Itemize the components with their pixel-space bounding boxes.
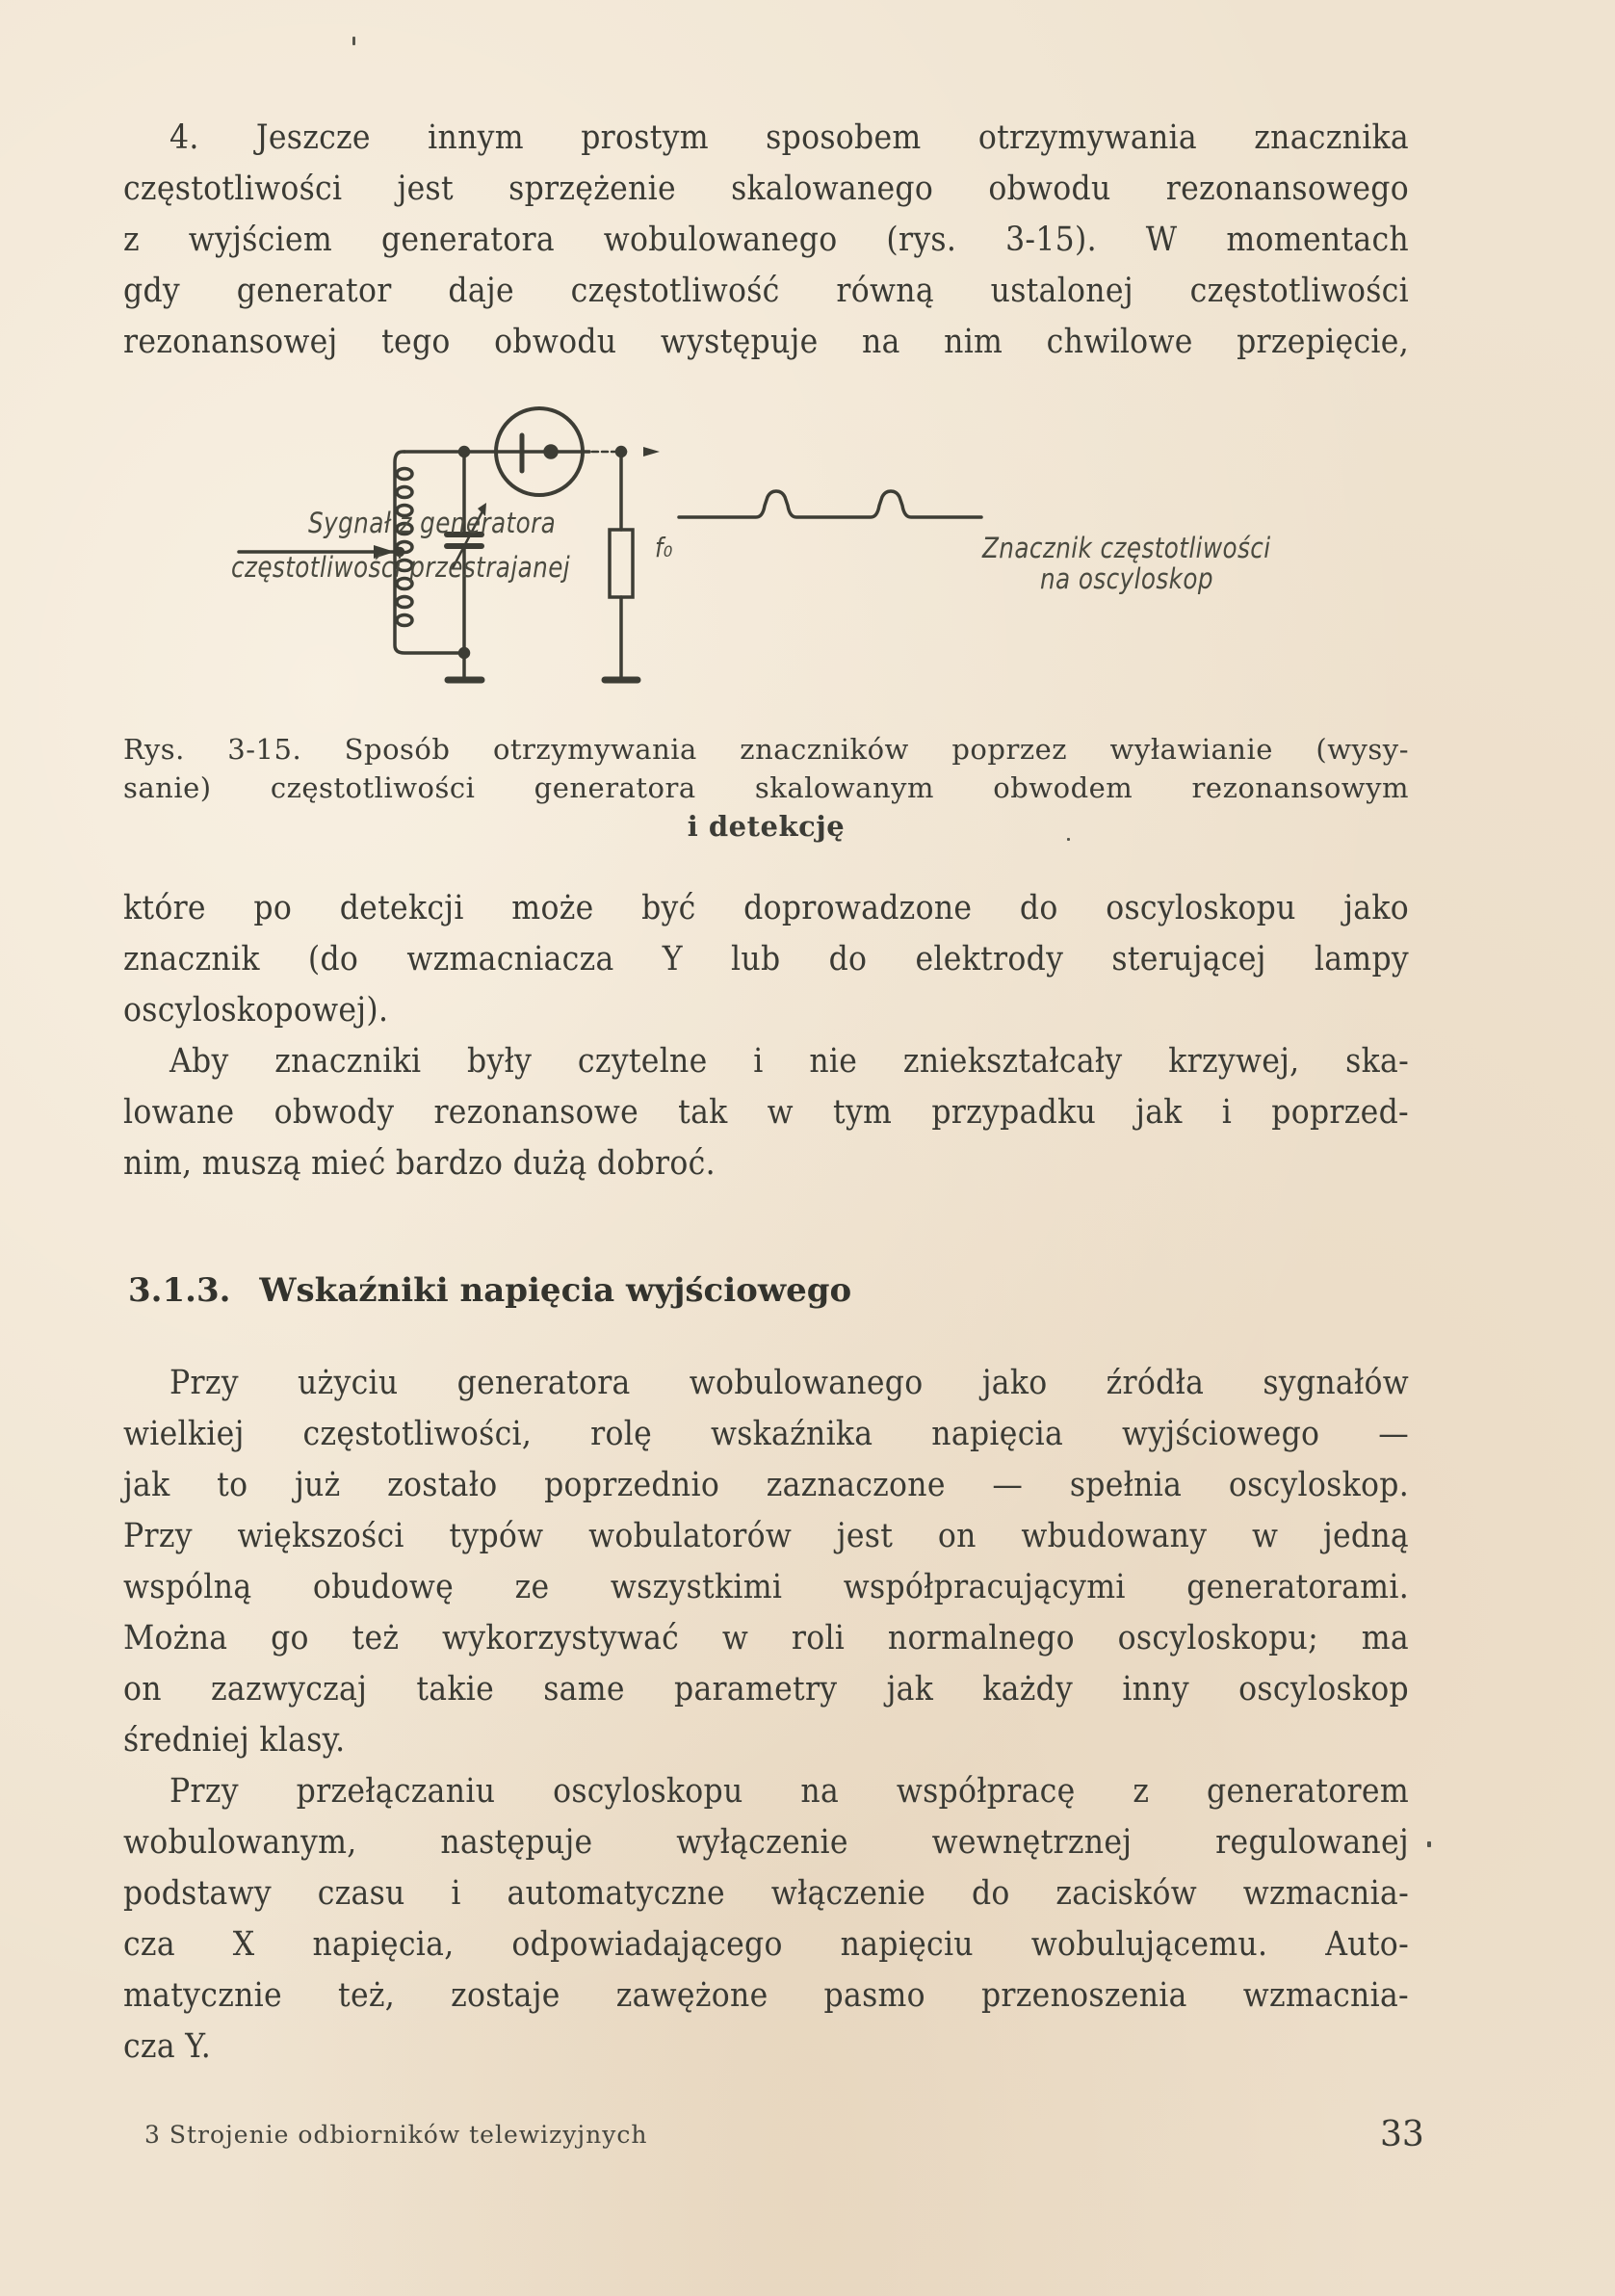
text-line: Przy użyciu generatora wobulowanego jako źródła sygnałów xyxy=(169,1364,1409,1402)
running-footer-title: 3 Strojenie odbiorników telewizyjnych xyxy=(144,2121,648,2149)
section-title: Wskaźniki napięcia wyjściowego xyxy=(259,1271,852,1310)
input-signal-label-2: częstotliwości przestrajanej xyxy=(231,551,571,584)
caption-line: i detekcję xyxy=(687,810,846,843)
text-line: rezonansowej tego obwodu występuje na nim chwilowe przepięcie, xyxy=(123,323,1409,361)
input-signal-label: Sygnał z generatora xyxy=(308,507,557,539)
page-number: 33 xyxy=(1380,2115,1424,2154)
resistor-icon xyxy=(610,530,633,597)
text-line: znacznik (do wzmacniacza Y lub do elektrody sterującej lampy xyxy=(123,940,1409,978)
section-number: 3.1.3. xyxy=(128,1271,231,1310)
section-heading xyxy=(128,1271,851,1310)
caption-line: sanie) częstotliwości generatora skalowanym obwodem rezonansowym xyxy=(123,771,1409,804)
marker-waveform xyxy=(679,491,981,517)
text-line: nim, muszą mieć bardzo dużą dobroć. xyxy=(123,1144,716,1183)
paragraph-output-indicators xyxy=(123,1358,1409,2073)
text-line: 4. Jeszcze innym prostym sposobem otrzymywania znacznika xyxy=(169,118,1409,157)
text-line: oscyloskopowej). xyxy=(123,991,389,1030)
text-line: które po detekcji może być doprowadzone do oscyloskopu jako xyxy=(123,889,1409,927)
output-marker-label: Znacznik częstotliwości xyxy=(982,532,1271,564)
junction-dot xyxy=(460,649,469,658)
text-line: lowane obwody rezonansowe tak w tym przypadku jak i poprzed- xyxy=(123,1093,1409,1132)
text-line: podstawy czasu i automatyczne włączenie do zacisków wzmacnia- xyxy=(123,1874,1409,1913)
paragraph-detection xyxy=(123,883,1409,1189)
text-line: wielkiej częstotliwości, rolę wskaźnika napięcia wyjściowego — xyxy=(123,1415,1409,1453)
paper-speck xyxy=(352,37,355,45)
junction-dot xyxy=(460,448,469,457)
figure-caption xyxy=(123,730,1409,846)
text-line: cza X napięcia, odpowiadającego napięciu wobulującemu. Auto- xyxy=(123,1925,1409,1964)
output-marker-label-2: na oscyloskop xyxy=(1040,562,1213,595)
circuit-diagram-figure xyxy=(212,385,1368,713)
paper-speck xyxy=(1067,838,1070,841)
paper-speck xyxy=(1427,1841,1431,1847)
text-line: częstotliwości jest sprzężenie skalowanego obwodu rezonansowego xyxy=(123,170,1409,208)
text-line: cza Y. xyxy=(123,2027,212,2066)
text-line: matycznie też, zostaje zawężone pasmo przenoszenia wzmacnia- xyxy=(123,1976,1409,2015)
text-line: jak to już zostało poprzednio zaznaczone — spełnia oscyloskop. xyxy=(123,1466,1409,1504)
text-line: Aby znaczniki były czytelne i nie zniekształcały krzywej, ska- xyxy=(169,1042,1409,1081)
text-line: wobulowanym, następuje wyłączenie wewnętrznej regulowanej xyxy=(123,1823,1409,1862)
paragraph-marker-method-4 xyxy=(123,113,1409,368)
text-line: średniej klasy. xyxy=(123,1721,346,1760)
text-line: wspólną obudowę ze wszystkimi współpracującymi generatorami. xyxy=(123,1568,1409,1606)
text-line: on zazwyczaj takie same parametry jak każdy inny oscyloskop xyxy=(123,1670,1409,1709)
caption-line: Rys. 3-15. Sposób otrzymywania znaczników poprzez wyławianie (wysy- xyxy=(123,733,1409,766)
resonant-frequency-label: f₀ xyxy=(655,532,673,563)
output-arrow-icon xyxy=(643,447,660,457)
text-line: Przy przełączaniu oscyloskopu na współpracę z generatorem xyxy=(169,1772,1409,1811)
text-line: gdy generator daje częstotliwość równą ustalonej częstotliwości xyxy=(123,272,1409,310)
text-line: z wyjściem generatora wobulowanego (rys. 3-15). W momentach xyxy=(123,221,1409,259)
text-line: Przy większości typów wobulatorów jest on wbudowany w jedną xyxy=(123,1517,1409,1555)
text-line: Można go też wykorzystywać w roli normalnego oscyloskopu; ma xyxy=(123,1619,1409,1657)
